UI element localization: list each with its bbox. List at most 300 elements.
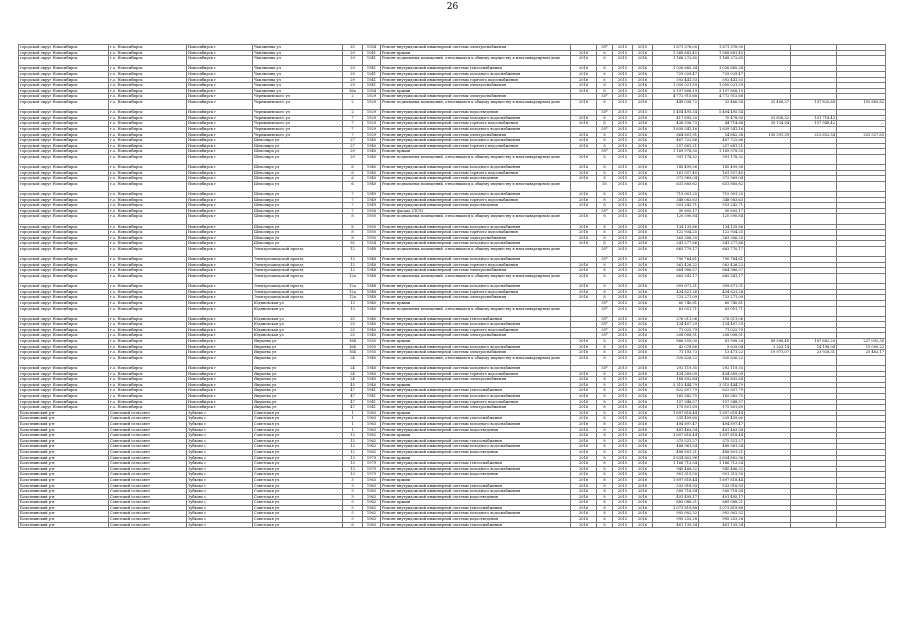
table-cell: 2015 [613,176,633,182]
table-cell: Новосибирск г [187,306,253,316]
table-cell: 2015 [613,339,633,345]
table-cell: 417 695,20 [653,115,699,121]
table-cell: городской округ Новосибирск [19,208,109,214]
table-cell: городской округ Новосибирск [19,273,109,283]
table-cell: 2016 [571,433,597,439]
table-cell: 2016 [571,517,597,523]
table-cell: г.о. Новосибирск [109,149,187,155]
table-cell: 2015 [613,208,633,214]
table-cell: Советская ул [253,427,343,433]
table-cell: 467 722,66 [699,138,745,144]
table-cell: 2016 [633,132,653,138]
table-cell: Ремонт внутридомовой инженерной системы холодного водоснабжения [381,366,571,372]
table-cell: 494 897,47 [699,421,745,427]
table-cell: Ремонт внутридомовой инженерной системы холодного водоснабжения [381,511,571,517]
table-cell: городской округ Новосибирск [19,394,109,400]
table-cell: 2015 [633,94,653,100]
table-cell: 7 [343,121,363,127]
table-cell: 25 [343,316,363,322]
table-cell: 63 051,71 [653,306,699,316]
table-cell: 1954 [363,45,381,51]
table-cell: 55* [597,316,613,322]
table-cell: 2016 [571,339,597,345]
table-cell: Ремонт внутридомовой инженерной системы холодного водоснабжения [381,126,571,132]
table-cell [571,181,597,191]
table-cell: 3 [343,477,363,483]
table-cell: 1929 [363,115,381,121]
table-cell: 2016 [633,66,653,72]
table-cell: 2016 [571,230,597,236]
table-cell: 1948 [363,295,381,301]
table-cell: 2016 [571,197,597,203]
table-cell: Ремонт крыши [381,88,571,94]
table-cell: 81 908,28 [699,339,745,345]
table-cell [745,273,791,283]
table-cell: 2016 [571,284,597,290]
table-cell: 2015 [613,197,633,203]
table-cell: 2016 [571,455,597,461]
table-cell: 8 [597,99,613,109]
table-cell: г.о. Новосибирск [109,339,187,345]
table-cell: Ремонт внутридомовой инженерной системы горячего водоснабжения [381,327,571,333]
table-cell: Новосибирск г [187,83,253,89]
table-cell: 12 [343,246,363,256]
table-cell: 12 [343,268,363,274]
table-cell: Электрозаводской проезд [253,246,343,256]
table-cell: 1941 [363,77,381,83]
table-cell: 1941 [363,388,381,394]
table-cell: Зубково с [187,494,253,500]
table-cell: Новосибирск г [187,71,253,77]
table-cell: Новосибирск г [187,235,253,241]
table-cell: 29 [343,66,363,72]
table-cell: городской округ Новосибирск [19,149,109,155]
table-cell: 42 078,86 [653,344,699,350]
table-cell: 2015 [613,483,633,489]
table-cell: г.о. Новосибирск [109,230,187,236]
table-cell: 2015 [613,94,633,100]
table-cell: Новосибирск г [187,176,253,182]
table-cell: 161 557,40 [699,170,745,176]
table-cell: 2015 [613,455,633,461]
table-cell: Ремонт внутридомовой инженерной системы электроснабжения [381,268,571,274]
table-cell: 2016 [633,427,653,433]
table-cell: Ремонт внутридомовой инженерной системы теплоснабжения [381,483,571,489]
table-cell: Советский сельсовет [109,410,187,416]
table-cell: 2016 [633,505,653,511]
table-cell: Советский сельсовет [109,438,187,444]
table-cell: Ремонт внутридомовой инженерной системы горячего водоснабжения [381,399,571,405]
table-cell: Ремонт крыши [381,477,571,483]
table-cell: г.о. Новосибирск [109,394,187,400]
table-cell: 8 [597,511,613,517]
table-cell: 2015 [613,241,633,247]
table-cell: Новосибирск г [187,322,253,328]
table-cell: 2016 [633,466,653,472]
table-cell: 1 166 713,54 [653,461,699,467]
table-cell: 8 [597,405,613,411]
table-cell: городской округ Новосибирск [19,121,109,127]
table-cell: 3 197 808,19 [653,88,699,94]
table-cell [745,56,791,66]
table-cell: Шекспира ул [253,241,343,247]
table-cell: Новосибирск г [187,99,253,109]
table-cell: 8 [597,154,613,164]
table-cell: 2016 [571,224,597,230]
table-cell: 1962 [363,517,381,523]
table-cell: 2016 [571,268,597,274]
table-cell: Ремонт внутридомовой инженерной системы горячего водоснабжения [381,197,571,203]
table-cell [837,214,886,224]
table-cell: городской округ Новосибирск [19,115,109,121]
table-cell: 2015 [613,316,633,322]
table-cell: 6 [343,181,363,191]
table-cell: Новосибирск г [187,45,253,51]
table-cell: 2015 [613,154,633,164]
table-cell: 2016 [571,143,597,149]
table-cell: 2015 [613,394,633,400]
table-cell: городской округ Новосибирск [19,284,109,290]
table-cell: 292 119,35 [699,366,745,372]
table-cell: 2016 [633,99,653,109]
table-cell: 12 [343,449,363,455]
table-cell: г.о. Новосибирск [109,289,187,295]
table-cell: 491 495,17 [699,494,745,500]
table-cell: 348 083,63 [699,197,745,203]
table-cell: г.о. Новосибирск [109,165,187,171]
table-cell: Ремонт внутридомовой инженерной системы холодного водоснабжения [381,344,571,350]
table-cell: Ремонт внутридомовой инженерной системы холодного водоснабжения [381,138,571,144]
table-cell: 1962 [363,500,381,506]
table-cell: 1 697 618,44 [699,410,745,416]
table-cell: 2016 [633,371,653,377]
table-cell: 723 271,09 [653,295,699,301]
table-cell: 1 671 376,00 [653,45,699,51]
table-row [19,181,886,191]
table-cell: Чаплыгина ул [253,88,343,94]
table-cell: 1 839 541,16 [699,126,745,132]
table-cell: Ремонт подвальных помещений, относящихся к общему имуществу в многоквартирном доме [381,355,571,365]
table-cell: 32 406,37 [745,99,791,109]
table-cell: 55* [597,257,613,263]
table-cell: Зубково с [187,421,253,427]
table-cell [791,273,837,283]
table-cell: 122 934,25 [653,230,699,236]
table-cell: 3 [343,483,363,489]
table-cell: 1 697 618,44 [699,433,745,439]
table-cell: г.о. Новосибирск [109,224,187,230]
table-cell: 1963 [363,522,381,528]
table-cell: Новосибирск г [187,316,253,322]
table-cell: 44 714,66 [699,121,745,127]
table-cell: Зубково с [187,505,253,511]
table-cell: 562 426,22 [699,262,745,268]
table-cell: 2016 [633,289,653,295]
table-cell: Чернышевского ул [253,115,343,121]
table-cell: 488 961,54 [699,444,745,450]
table-cell: 134 407,29 [653,322,699,328]
table-cell: 92 [343,241,363,247]
table-cell: Зубково с [187,483,253,489]
table-cell: Якушева ул [253,366,343,372]
table-cell: городской округ Новосибирск [19,214,109,224]
table-cell: 2015 [613,138,633,144]
table-cell: 729 029,47 [699,71,745,77]
table-cell: 2015 [613,505,633,511]
table-cell: Электрозаводской проезд [253,273,343,283]
table-cell: Чаплыгина ул [253,56,343,66]
table-cell: Советский сельсовет [109,522,187,528]
table-cell: Зубково с [187,466,253,472]
table-cell: 1962 [363,511,381,517]
table-cell: 2 253,14 [745,344,791,350]
table-cell: Зубково с [187,449,253,455]
table-cell: 24 [343,366,363,372]
table-cell: Зубково с [187,511,253,517]
table-cell: Новосибирск г [187,394,253,400]
table-cell: 2016 [571,489,597,495]
table-cell: 2015 [613,143,633,149]
table-cell: Шекспира ул [253,230,343,236]
table-cell: Новосибирск г [187,94,253,100]
table-cell: 2016 [633,500,653,506]
table-cell: г.о. Новосибирск [109,66,187,72]
table-cell: Зубково с [187,522,253,528]
table-cell: 2015 [613,295,633,301]
table-cell: Ремонт внутридомовой инженерной системы холодного водоснабжения [381,466,571,472]
table-cell: 553 242,71 [699,203,745,209]
table-cell: г.о. Новосибирск [109,371,187,377]
table-cell: 3 197 808,19 [699,88,745,94]
table-cell: 8 [597,350,613,356]
table-cell: Новосибирск г [187,197,253,203]
table-cell: Ремонт подвальных помещений, относящихся к общему имуществу в многоквартирном доме [381,181,571,191]
table-row [19,522,886,528]
table-cell: 8 [597,461,613,467]
page-number: 26 [446,2,459,12]
table-cell: г.о. Новосибирск [109,88,187,94]
table-cell: Ремонт подвальных помещений, относящихся к общему имуществу в многоквартирном доме [381,154,571,164]
table-cell: Ремонт внутридомовой инженерной системы горячего водоснабжения [381,143,571,149]
table-cell: 3 315 444,79 [699,382,745,388]
table-cell: Чернышевского ул [253,99,343,109]
table-cell: 2016 [571,449,597,455]
table-cell: Новосибирск г [187,126,253,132]
table-cell: 134 407,29 [699,322,745,328]
table-cell: 2016 [571,350,597,356]
table-cell: Юдиновская ул [253,316,343,322]
table-cell: Зубково с [187,433,253,439]
table-cell: 2016 [571,77,597,83]
table-cell: 89 596,48 [745,339,791,345]
table-cell: Электрозаводской проезд [253,295,343,301]
table-cell: г.о. Новосибирск [109,50,187,56]
table-cell: 2015 [613,132,633,138]
table-cell: 663 770,17 [699,246,745,256]
table-cell: Новосибирск г [187,399,253,405]
table-cell: 1955 [363,344,381,350]
table-cell: Ремонт внутридомовой инженерной системы горячего водоснабжения [381,170,571,176]
table-cell: 8 [597,143,613,149]
table-cell [745,181,791,191]
table-cell: 8 [597,132,613,138]
table-cell: 8 [597,289,613,295]
table-cell: Электрозаводской проезд [253,284,343,290]
table-cell: 2016 [571,165,597,171]
table-cell: 54 882,38 [699,132,745,138]
table-cell: 8 [597,438,613,444]
table-cell: городской округ Новосибирск [19,399,109,405]
table-cell: 2016 [571,170,597,176]
table-cell: 2016 [633,483,653,489]
table-cell: 1948 [363,273,381,283]
table-cell: Ремонт подвальных помещений, относящихся к общему имуществу в многоквартирном доме [381,273,571,283]
table-cell: г.о. Новосибирск [109,262,187,268]
table-cell: 2015 [613,203,633,209]
table-cell: 1979 [363,455,381,461]
table-cell: Чаплыгина ул [253,66,343,72]
table-cell: 2016 [571,388,597,394]
table-cell: 1949 [363,203,381,209]
table-cell: Чаплыгина ул [253,71,343,77]
table-cell: Чернышевского ул [253,94,343,100]
table-cell: 2015 [613,371,633,377]
table-cell: 2016 [633,322,653,328]
table-cell: 2016 [571,438,597,444]
table-cell: г.о. Новосибирск [109,300,187,306]
table-cell: 8 [343,230,363,236]
table-cell: 2015 [613,66,633,72]
table-cell: 2016 [633,444,653,450]
table-cell: Советская ул [253,444,343,450]
table-cell: 8 [597,455,613,461]
table-cell: Новосибирск г [187,208,253,214]
table-cell: 1955 [363,339,381,345]
table-cell: 1929 [363,99,381,109]
table-cell: городской округ Новосибирск [19,241,109,247]
table-cell: 25 [343,327,363,333]
table-cell: городской округ Новосибирск [19,268,109,274]
table-cell: 1940 [363,176,381,182]
table-cell: 1940 [363,366,381,372]
table-cell: 562 426,22 [653,262,699,268]
table-cell: 29 [343,154,363,164]
table-cell: 1 050 021,59 [653,83,699,89]
table-cell: Зубково с [187,500,253,506]
table-cell: 29 [343,149,363,155]
table-cell: 6 [597,77,613,83]
table-cell: 1 568 681,45 [653,50,699,56]
table-cell: ... [837,121,886,127]
table-cell: Новосибирск г [187,56,253,66]
table-cell: г.о. Новосибирск [109,405,187,411]
table-cell: 2015 [613,300,633,306]
table-cell: г.о. Новосибирск [109,306,187,316]
table-cell: городской округ Новосибирск [19,181,109,191]
table-cell: 1940 [363,170,381,176]
table-cell: 2016 [633,416,653,422]
table-cell: 2016 [633,461,653,467]
table-cell: городской округ Новосибирск [19,110,109,116]
table-cell: 1929 [363,94,381,100]
table-cell: 2016 [571,273,597,283]
table-cell: 157 948,57 [653,399,699,405]
table-cell [837,56,886,66]
table-cell: Советский сельсовет [109,421,187,427]
table-cell: Юдиновская ул [253,306,343,316]
table-cell: Ремонт внутридомовой инженерной системы теплоснабжения [381,522,571,528]
table-cell: Ремонт внутридомовой инженерной системы холодного водоснабжения [381,257,571,263]
table-cell: 8 [597,121,613,127]
table-cell: г.о. Новосибирск [109,181,187,191]
table-cell: 2016 [633,214,653,224]
table-cell: Юдиновская ул [253,300,343,306]
table-cell: 8 [597,472,613,478]
table-cell [791,181,837,191]
table-cell: г.о. Новосибирск [109,316,187,322]
table-cell: 1929 [363,126,381,132]
table-cell: 1950 [363,214,381,224]
table-cell: городской округ Новосибирск [19,170,109,176]
table-cell: 2016 [571,399,597,405]
table-cell: 2015 [613,350,633,356]
table-cell: 2016 [633,377,653,383]
table-cell: городской округ Новосибирск [19,289,109,295]
table-cell: 2015 [613,333,633,339]
table-cell: 8 [343,214,363,224]
table-cell: 13 471,22 [699,350,745,356]
table-cell: 509 671,31 [653,284,699,290]
table-cell: 2015 [613,77,633,83]
table-cell: Болотнинский р-н [19,410,109,416]
table-cell: городской округ Новосибирск [19,88,109,94]
table-cell: 488 961,54 [653,444,699,450]
table-cell: 1963 [363,494,381,500]
table-cell: Ремонт подвальных помещений, относящихся к общему имуществу в многоквартирном доме [381,306,571,316]
table-cell: г.о. Новосибирск [109,399,187,405]
table-cell: Болотнинский р-н [19,517,109,523]
table-cell: 2015 [613,126,633,132]
table-cell: 7 [343,132,363,138]
table-cell: 25 [343,322,363,328]
table-cell: 2016 [633,421,653,427]
table-cell: 2016 [633,138,653,144]
table-cell: Новосибирск г [187,339,253,345]
table-cell: 2016 [633,115,653,121]
table-cell: 434 589,09 [699,371,745,377]
table-cell: Ремонт подвальных помещений, относящихся к общему имуществу в многоквартирном доме [381,214,571,224]
table-cell: 24 [343,355,363,365]
table-cell: г.о. Новосибирск [109,241,187,247]
table-cell: городской округ Новосибирск [19,377,109,383]
table-cell: 2016 [633,192,653,198]
table-cell: 2016 [571,511,597,517]
table-cell: Ремонт крыши [381,455,571,461]
table-cell: 2015 [613,181,633,191]
table-cell: 461 139,34 [653,522,699,528]
table-cell: 55* [597,366,613,372]
table-cell: 995 253,28 [699,517,745,523]
table-cell: 1950 [363,230,381,236]
table-cell: 920 626,22 [699,355,745,365]
table-cell [745,246,791,256]
table-cell: 1941 [363,394,381,400]
table-cell: Ремонт внутридомовой инженерной системы электроснабжения [381,45,571,51]
table-cell: городской округ Новосибирск [19,344,109,350]
table-cell: Якушева ул [253,371,343,377]
table-cell: Ремонт внутридомовой инженерной системы холодного водоснабжения [381,489,571,495]
table-cell: Ремонт внутридомовой инженерной системы электроснабжения [381,132,571,138]
